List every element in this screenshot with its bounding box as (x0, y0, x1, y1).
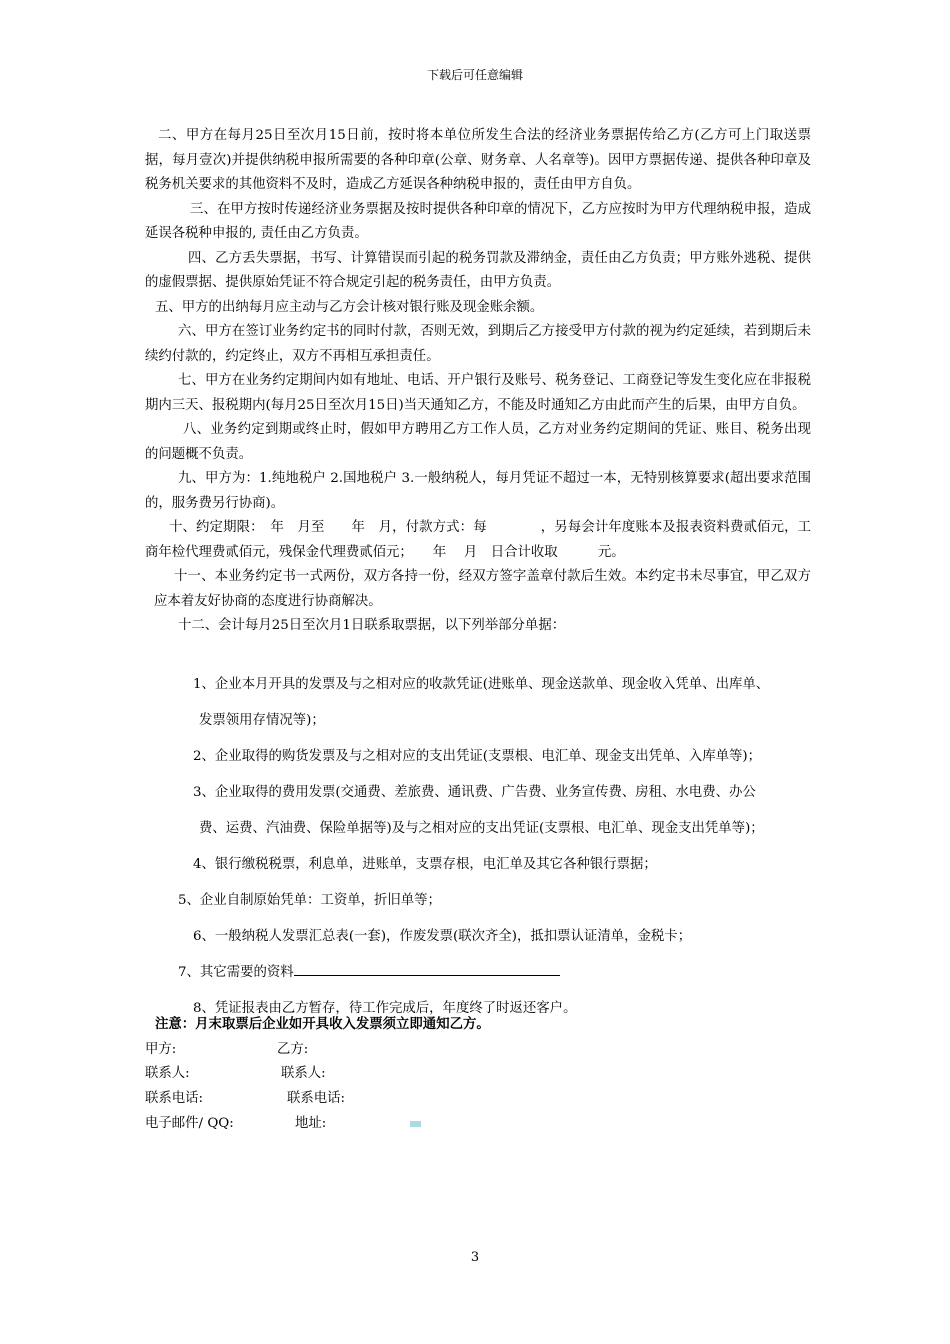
contract-clauses (145, 124, 811, 639)
list-item: 1、企业本月开具的发票及与之相对应的收款凭证(进账单、现金送款单、现金收入凭单、出库单、 (193, 677, 770, 692)
party-a-label: 甲方: (145, 1042, 177, 1057)
list-item: 4、银行缴税税票，利息单，进账单，支票存根，电汇单及其它各种银行票据； (193, 857, 657, 872)
list-item-label: 7、其它需要的资料 (178, 965, 294, 980)
email-a-label: 电子邮件/ QQ: (145, 1116, 234, 1131)
phone-b-label: 联系电话: (287, 1091, 346, 1106)
party-b-label: 乙方: (277, 1042, 309, 1057)
clause-7: 七、甲方在业务约定期间内如有地址、电话、开户银行及账号、税务登记、工商登记等发生变化应在非报税期内三天、报税期内(每月25日至次月15日)当天通知乙方，不能及时通知乙方由此而产生的后果，由甲方自负。 (145, 373, 811, 413)
clause-5: 五、甲方的出纳每月应主动与乙方会计核对银行账及现金账余额。 (155, 299, 544, 315)
clause-11: 十一、本业务约定书一式两份，双方各持一份，经双方签字盖章付款后生效。本约定书未尽事宜，甲乙双方应本着友好协商的态度进行协商解决。 (154, 569, 811, 609)
list-item: 2、企业取得的购货发票及与之相对应的支出凭证(支票根、电汇单、现金支出凭单、入库单等)； (193, 749, 761, 764)
clause-3: 三、在甲方按时传递经济业务票据及按时提供各种印章的情况下，乙方应按时为甲方代理纳税申报，造成延误各税种申报的, 责任由乙方负责。 (145, 201, 811, 241)
clause-2: 二、甲方在每月25日至次月15日前，按时将本单位所发生合法的经济业务票据传给乙方(乙方可上门取送票据，每月壹次)并提供纳税申报所需要的各种印章(公章、财务章、人名章等)。因甲方票据传递、提供各种印章及税务机关要求的其他资料不及时，造成乙方延误各种纳税申报的，责任由甲方自负。 (145, 128, 811, 192)
clause-10: 十、约定期限： 年 月至 年 月，付款方式：每 ，另每会计年度账本及报表资料费贰佰元，工商年检代理费贰佰元，残保金代理费贰佰元； 年 月 日合计收取 元。 (145, 520, 811, 560)
contact-b-label: 联系人: (281, 1066, 326, 1081)
document-list (145, 673, 817, 1021)
clause-8: 八、业务约定到期或终止时，假如甲方聘用乙方工作人员，乙方对业务约定期间的凭证、账目、税务出现的问题概不负责。 (145, 422, 811, 462)
list-item: 5、企业自制原始凭单：工资单，折旧单等； (178, 893, 441, 908)
address-b-label: 地址: (295, 1116, 327, 1131)
highlight-marker (410, 1121, 421, 1127)
list-item-continued: 费、运费、汽油费、保险单据等)及与之相对应的支出凭证(支票根、电汇单、现金支出凭单等)； (199, 821, 764, 836)
list-item-continued: 发票领用存情况等)； (199, 713, 325, 728)
fill-in-blank-line (294, 961, 560, 976)
page-header: 下载后可任意编辑 (426, 68, 523, 82)
clause-9: 九、甲方为：1.纯地税户 2.国地税户 3.一般纳税人，每月凭证不超过一本，无特别核算要求(超出要求范围的，服务费另行协商)。 (145, 471, 811, 511)
clause-6: 六、甲方在签订业务约定书的同时付款，否则无效，到期后乙方接受甲方付款的视为约定延续，若到期后未续约付款的，约定终止，双方不再相互承担责任。 (145, 324, 811, 364)
phone-a-label: 联系电话: (145, 1091, 204, 1106)
notice-text: 注意：月末取票后企业如开具收入发票须立即通知乙方。 (155, 1016, 490, 1032)
clause-12: 十二、会计每月25日至次月1日联系取票据，以下列举部分单据： (178, 618, 566, 633)
page-number: 3 (470, 1250, 480, 1265)
clause-4: 四、乙方丢失票据，书写、计算错误而引起的税务罚款及滞纳金，责任由乙方负责；甲方账外逃税、提供的虚假票据、提供原始凭证不符合规定引起的税务责任，由甲方负责。 (145, 250, 811, 290)
contact-a-label: 联系人: (145, 1066, 190, 1081)
list-item: 6、一般纳税人发票汇总表(一套)，作废发票(联次齐全)，抵扣票认证清单，金税卡； (193, 929, 692, 944)
list-item (145, 961, 817, 985)
list-item: 8、凭证报表由乙方暂存，待工作完成后，年度终了时返还客户。 (193, 1001, 577, 1016)
list-item: 3、企业取得的费用发票(交通费、差旅费、通讯费、广告费、业务宣传费、房租、水电费、办公 (193, 785, 756, 800)
